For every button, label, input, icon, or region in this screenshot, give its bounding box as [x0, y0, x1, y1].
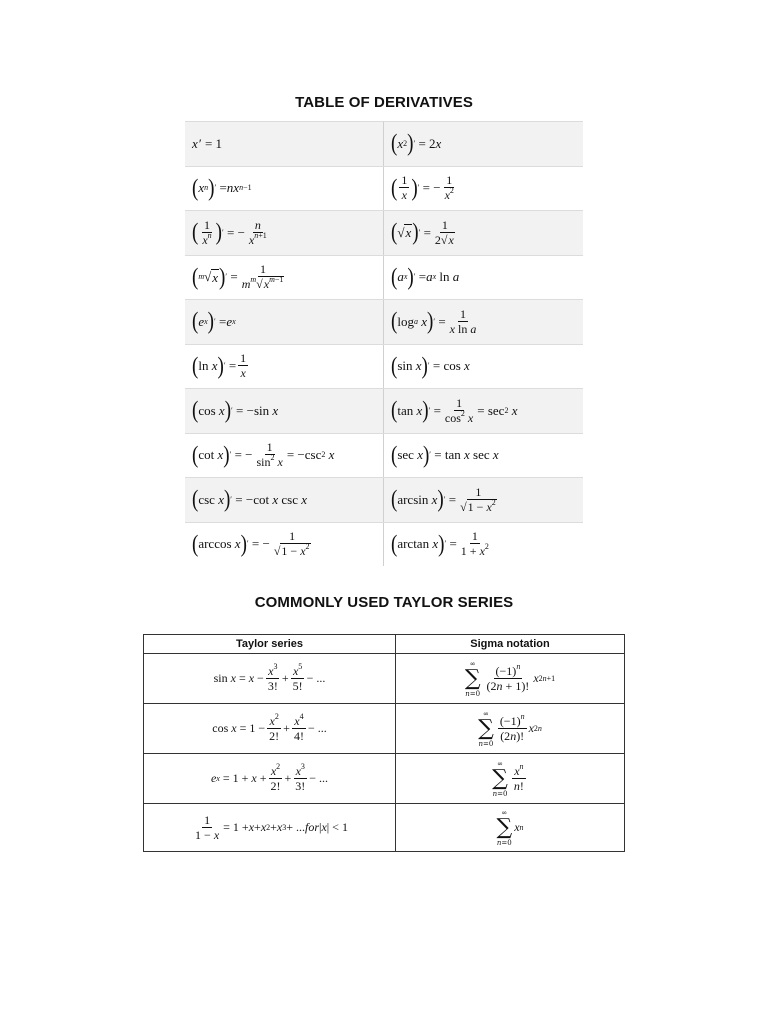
sigma-notation: ∞ ∑ n=0 $\frac{x^n}{n!}$ [492, 759, 524, 798]
derivatives-table [185, 121, 583, 566]
derivative-formula: ( arctan x ) ′ = $\frac{1}{1 + x^2}$ [391, 529, 489, 559]
taylor-series-table [143, 634, 625, 852]
table-row [185, 121, 583, 166]
table-row [185, 344, 583, 389]
table-row [185, 388, 583, 433]
sigma-notation: ∞ ∑ n=0 $\frac{(-1)^n}{(2n)!}$ x 2n [478, 709, 542, 748]
table-row [144, 704, 624, 754]
table-row [144, 654, 624, 704]
derivative-formula: ( x n ) ′ = nx n−1 [185, 167, 384, 211]
derivative-formula: ( √ x ) ′ = $\frac{1}{2√x}$ [391, 217, 454, 247]
derivative-formula: ( a x ) ′ = a x ln a [391, 263, 460, 291]
table-row [185, 255, 583, 300]
taylor-expansion: e x = 1 + x + $\frac{x^2}{2!}$ + $\frac{x^3}{3!}$ − ... [144, 754, 396, 803]
taylor-expansion: $\frac{1}{1 - x}$ = 1 + x + x 2 + x 3 + ... for | x | < 1 [144, 804, 396, 851]
table-row [185, 477, 583, 522]
table-row [185, 210, 583, 255]
table-row [185, 433, 583, 478]
derivative-formula: ( sin x ) ′ = cos x [391, 352, 470, 380]
derivative-formula: ( e x ) ′ = e x [185, 300, 384, 344]
derivative-formula: ( ln x ) ′ = $\frac{1}{x}$ [185, 345, 384, 389]
table-header [144, 635, 624, 654]
taylor-series-title: COMMONLY USED TAYLOR SERIES [254, 594, 514, 611]
table-row [144, 754, 624, 804]
table-row [185, 522, 583, 567]
derivative-formula: ( x 2 ) ′ = 2 x [391, 130, 442, 158]
derivative-formula: ( csc x ) ′ = −cot x csc x [185, 478, 384, 522]
column-header-sigma-notation: Sigma notation [470, 638, 550, 650]
taylor-expansion: cos x = 1 − $\frac{x^2}{2!}$ + $\frac{x^4}{4!}$ − ... [144, 704, 396, 753]
table-row [144, 804, 624, 851]
derivative-formula: ( sec x ) ′ = tan x sec x [391, 441, 499, 469]
column-header-taylor-series: Taylor series [144, 635, 396, 653]
derivative-formula: ( cot x ) ′ = − $\frac{1}{\sin^2 x}$ = −csc 2 x [185, 434, 384, 478]
taylor-expansion: sin x = x − $\frac{x^3}{3!}$ + $\frac{x^5}{5!}$ − ... [144, 654, 396, 703]
derivative-formula: ( tan x ) ′ = $\frac{1}{\cos^2 x}$ = sec 2 x [391, 395, 518, 425]
derivative-formula: ( log a x ) ′ = $\frac{1}{\text{x ln a}}$ [391, 306, 477, 336]
table-row [185, 166, 583, 211]
derivative-formula: ( $\frac{1}{x^n}$ ) ′ = − $\frac{n}{x^{n+1}}$ [185, 211, 384, 255]
derivative-formula: x ′ = 1 [185, 122, 384, 166]
derivative-formula: ( arcsin x ) ′ = $\frac{1}{√1 - x^2}$ [391, 484, 496, 514]
derivative-formula: ( m √ x ) ′ = $\frac{1}{m^m√x^{m-1}}$ [185, 256, 384, 300]
sigma-notation: ∞ ∑ n=0 x n [496, 808, 524, 847]
derivative-formula: ( $\frac{1}{x}$ ) ′ = − $\frac{1}{x^2}$ [391, 173, 454, 203]
derivative-formula: ( arccos x ) ′ = − $\frac{1}{√1 - x^2}$ [185, 523, 384, 567]
derivatives-title: TABLE OF DERIVATIVES [295, 94, 473, 111]
derivative-formula: ( cos x ) ′ = −sin x [185, 389, 384, 433]
table-row [185, 299, 583, 344]
sigma-notation: ∞ ∑ n=0 $\frac{(-1)^n}{(2n + 1)!}$ x 2n+1 [464, 659, 556, 698]
